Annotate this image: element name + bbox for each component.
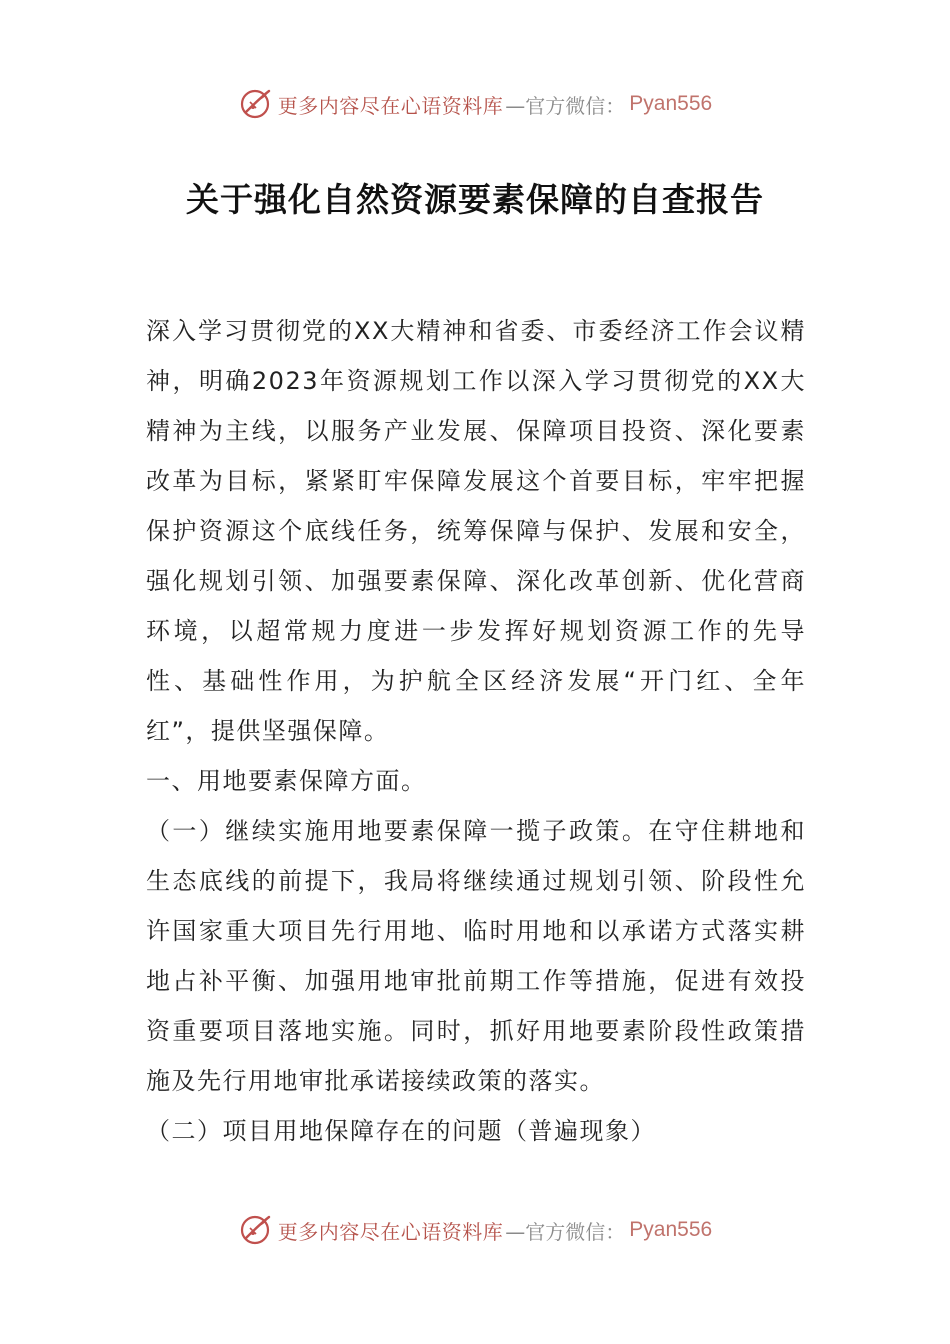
paragraph-policy: （一）继续实施用地要素保障一揽子政策。在守住耕地和生态底线的前提下，我局将继续通过规划引领、阶段性允许国家重大项目先行用地、临时用地和以承诺方式落实耕地占补平衡、加强用地审批前期工作等措施，促进有效投资重要项目落地实施。同时，抓好用地要素阶段性政策措施及先行用地审批承诺接续政策的落实。 bbox=[146, 817, 806, 1095]
quill-seal-icon bbox=[238, 86, 274, 122]
watermark-text: 更多内容尽在心语资料库 bbox=[277, 1219, 504, 1244]
watermark-banner-top bbox=[0, 84, 950, 124]
watermark-wechat-id: Pyan556 bbox=[629, 92, 713, 115]
watermark-separator: —官方微信： bbox=[505, 93, 626, 118]
watermark-wechat-id: Pyan556 bbox=[629, 1218, 713, 1241]
section-heading: 一、用地要素保障方面。 bbox=[146, 767, 427, 795]
watermark-text: 更多内容尽在心语资料库 bbox=[277, 93, 504, 118]
quill-seal-icon bbox=[238, 1212, 274, 1248]
paragraph-intro: 深入学习贯彻党的XX大精神和省委、市委经济工作会议精神，明确2023年资源规划工作以深入学习贯彻党的XX大精神为主线，以服务产业发展、保障项目投资、深化要素改革为目标，紧紧盯牢保障发展这个首要目标，牢牢把握保护资源这个底线任务，统筹保障与保护、发展和安全，强化规划引领、加强要素保障、深化改革创新、优化营商环境，以超常规力度进一步发挥好规划资源工作的先导性、基础性作用，为护航全区经济发展“开门红、全年红”，提供坚强保障。 bbox=[146, 317, 806, 745]
subsection-heading: （二）项目用地保障存在的问题（普遍现象） bbox=[146, 1117, 656, 1145]
document-title: 关于强化自然资源要素保障的自查报告 bbox=[186, 180, 764, 219]
watermark-banner-bottom bbox=[0, 1210, 950, 1250]
watermark-separator: —官方微信： bbox=[505, 1219, 626, 1244]
document-body bbox=[146, 306, 806, 1156]
